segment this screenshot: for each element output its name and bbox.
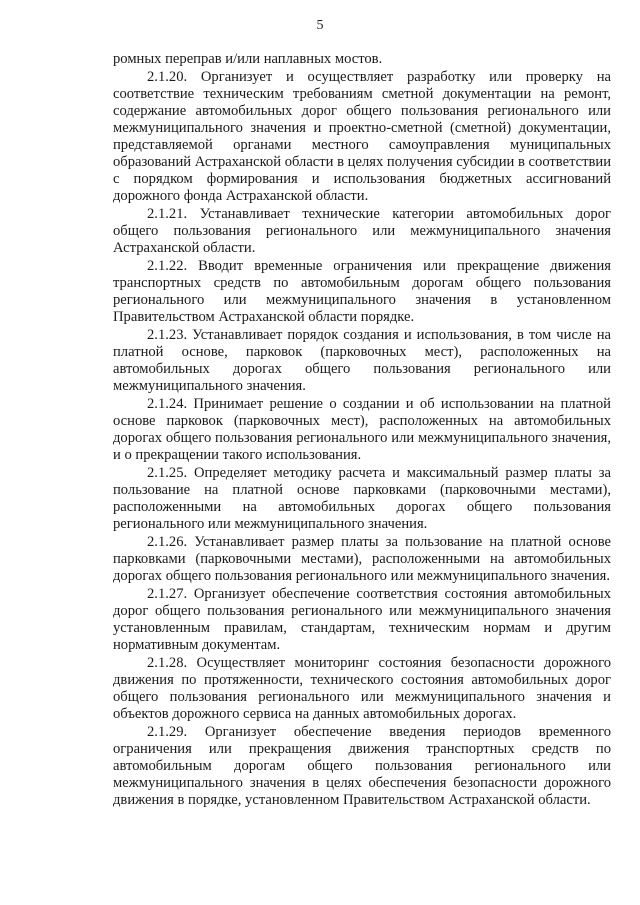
paragraph-2-1-25: 2.1.25. Определяет методику расчета и максимальный размер платы за пользование на платной основе парковками (парковочными местами), расположенными на автомобильных дорогах общего пользования регионального или межмуниципального значения. bbox=[113, 464, 611, 533]
paragraph-2-1-20: 2.1.20. Организует и осуществляет разработку или проверку на соответствие техническим требованиям сметной документации на ремонт, содержание автомобильных дорог общего пользования регионального или межмуниципального значения и проектно-сметной (сметной) документации, представляемой органами местного самоуправления муниципальных образований Астраханской области в целях получения субсидии в соответствии с порядком формирования и использования бюджетных ассигнований дорожного фонда Астраханской области. bbox=[113, 68, 611, 205]
paragraph-continuation: ромных переправ и/или наплавных мостов. bbox=[113, 51, 383, 67]
paragraph-2-1-23: 2.1.23. Устанавливает порядок создания и использования, в том числе на платной основе, парковок (парковочных мест), расположенных на автомобильных дорогах общего пользования регионального или межмуниципального значения. bbox=[113, 326, 611, 395]
paragraph-2-1-28: 2.1.28. Осуществляет мониторинг состояния безопасности дорожного движения по протяженности, технического состояния автомобильных дорог общего пользования регионального или межмуниципального значения и объектов дорожного сервиса на данных автомобильных дорогах. bbox=[113, 654, 611, 722]
paragraph-2-1-29: 2.1.29. Организует обеспечение введения периодов временного ограничения или прекращения движения транспортных средств по автомобильным дорогам общего пользования регионального или межмуниципального значения в целях обеспечения безопасности дорожного движения в порядке, установленном Правительством Астраханской области. bbox=[113, 723, 611, 808]
paragraph-2-1-22: 2.1.22. Вводит временные ограничения или прекращение движения транспортных средств по автомобильным дорогам общего пользования регионального или межмуниципального значения в установленном Правительством Астраханской области порядке. bbox=[113, 257, 611, 326]
body-text bbox=[113, 51, 611, 810]
paragraph-2-1-24: 2.1.24. Принимает решение о создании и об использовании на платной основе парковок (парковочных мест), расположенных на автомобильных дорогах общего пользования регионального или межмуниципального значения, и о прекращении такого использования. bbox=[113, 395, 611, 464]
paragraph-2-1-26: 2.1.26. Устанавливает размер платы за пользование на платной основе парковками (парковочными местами), расположенными на автомобильных дорогах общего пользования регионального или межмуниципального значения. bbox=[113, 533, 611, 584]
page-number: 5 bbox=[316, 18, 324, 33]
paragraph-2-1-21: 2.1.21. Устанавливает технические категории автомобильных дорог общего пользования регионального или межмуниципального значения Астраханской области. bbox=[113, 206, 611, 257]
paragraph-2-1-27: 2.1.27. Организует обеспечение соответствия состояния автомобильных дорог общего пользования регионального или межмуниципального значения установленным правилам, стандартам, техническим нормам и другим нормативным документам. bbox=[113, 585, 611, 653]
